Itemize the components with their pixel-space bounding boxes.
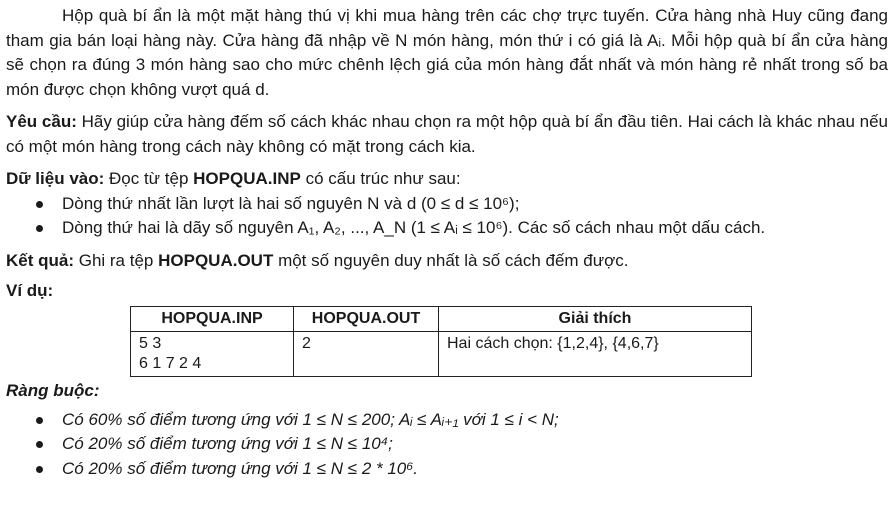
example-data-row bbox=[131, 332, 752, 377]
constraints-heading bbox=[6, 379, 888, 404]
example-section bbox=[6, 279, 888, 372]
requirement-paragraph bbox=[6, 110, 888, 159]
constraint-1: Có 60% số điểm tương ứng với 1 ≤ N ≤ 200; Aᵢ ≤ Aᵢ₊₁ với 1 ≤ i < N; bbox=[6, 408, 888, 433]
constraint-2: Có 20% số điểm tương ứng với 1 ≤ N ≤ 10⁴; bbox=[6, 432, 888, 457]
example-explanation-cell: Hai cách chọn: {1,2,4}, {4,6,7} bbox=[439, 332, 752, 377]
input-text-after: có cấu trúc như sau: bbox=[300, 169, 461, 188]
output-filename: HOPQUA.OUT bbox=[158, 250, 274, 270]
example-input-cell bbox=[131, 332, 294, 377]
output-label: Kết quả: bbox=[6, 250, 74, 270]
constraints-list bbox=[6, 408, 888, 482]
intro-paragraph: Hộp quà bí ẩn là một mặt hàng thú vị khi mua hàng trên các chợ trực tuyến. Cửa hàng nhà Huy cũng đang tham gia bán loại hàng này. Cửa hàng đã nhập về N món hàng, món thứ i có giá là Aᵢ. Mỗi hộp quà bí ẩn cửa hàng sẽ chọn ra đúng 3 món hàng sao cho mức chênh lệch giá của món hàng đắt nhất và món hàng rẻ nhất trong số ba món được chọn không vượt quá d. bbox=[6, 6, 888, 99]
output-heading bbox=[6, 249, 888, 274]
requirement-label: Yêu cầu: bbox=[6, 112, 77, 131]
input-bullet-2: Dòng thứ hai là dãy số nguyên A₁, A₂, ..., A_N (1 ≤ Aᵢ ≤ 10⁶). Các số cách nhau một dấu cách. bbox=[6, 216, 888, 241]
problem-statement bbox=[6, 4, 888, 481]
example-input-line-1: 5 3 bbox=[139, 335, 162, 352]
requirement-text: Hãy giúp cửa hàng đếm số cách khác nhau chọn ra một hộp quà bí ẩn đầu tiên. Hai cách là khác nhau nếu có một món hàng trong cách này không có mặt trong cách kia. bbox=[6, 112, 888, 156]
output-text-before: Ghi ra tệp bbox=[74, 250, 159, 270]
input-heading bbox=[6, 167, 888, 192]
output-text-after: một số nguyên duy nhất là số cách đếm được. bbox=[273, 250, 629, 270]
input-bullets bbox=[6, 192, 888, 241]
example-table bbox=[130, 306, 752, 377]
example-output-cell: 2 bbox=[294, 332, 439, 377]
input-filename: HOPQUA.INP bbox=[193, 169, 301, 188]
example-header-input: HOPQUA.INP bbox=[131, 307, 294, 332]
example-header-explanation: Giải thích bbox=[439, 307, 752, 332]
example-label: Ví dụ: bbox=[6, 281, 54, 300]
example-header-row bbox=[131, 307, 752, 332]
constraints-label: Ràng buộc: bbox=[6, 381, 100, 400]
example-input-line-2: 6 1 7 2 4 bbox=[139, 355, 202, 372]
input-text-before: Đọc từ tệp bbox=[104, 169, 194, 188]
input-bullet-1: Dòng thứ nhất lần lượt là hai số nguyên N và d (0 ≤ d ≤ 10⁶); bbox=[6, 192, 888, 217]
constraint-3: Có 20% số điểm tương ứng với 1 ≤ N ≤ 2 * 10⁶. bbox=[6, 457, 888, 482]
input-label: Dữ liệu vào: bbox=[6, 169, 105, 188]
example-header-output: HOPQUA.OUT bbox=[294, 307, 439, 332]
